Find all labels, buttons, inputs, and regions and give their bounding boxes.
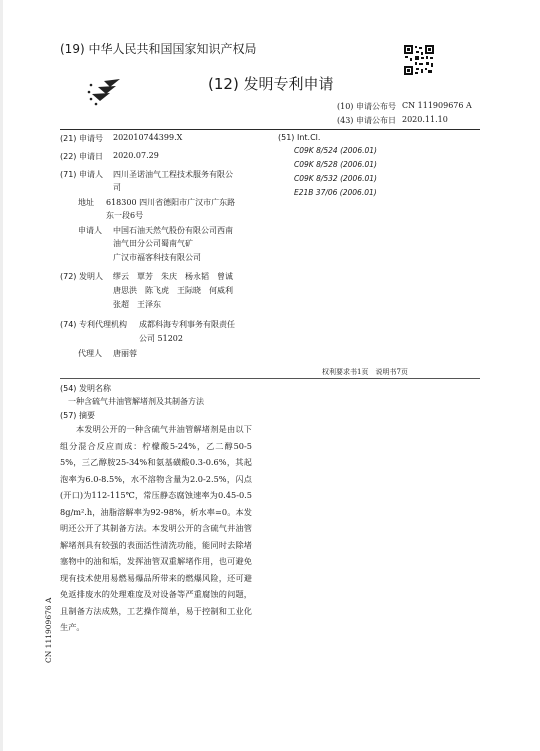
abstract-label: (57) 摘要	[60, 411, 95, 420]
agent-label: 代理人	[78, 349, 102, 358]
agency-line-2: 公司 51202	[139, 334, 183, 343]
address-label: 地址	[78, 198, 94, 207]
office-line: (19) 中华人民共和国国家知识产权局	[60, 42, 257, 56]
inventor-line-3: 张超 王泽东	[113, 300, 161, 309]
applicant2-line-2: 油气田分公司蜀南气矿	[113, 239, 193, 248]
section-rule	[60, 378, 480, 379]
patent-office-logo-icon	[86, 77, 124, 107]
pub-no: CN 111909676 A	[402, 101, 472, 110]
applicant-line-1: 四川圣诺油气工程技术服务有限公	[113, 170, 233, 179]
address-line-2: 东一段6号	[106, 211, 144, 220]
pages-note: 权利要求书1页 说明书7页	[322, 368, 408, 376]
abstract-text: 本发明公开的一种含硫气井油管解堵剂是由以下组分混合反应而成：柠檬酸5-24%，乙二醇50-55%，三乙醇胺25-34%和氨基磺酸0.3-0.6%，其起泡率为6.0-8.5%，水不溶物含量为2.0-2.5%，闪点(开口)为112-115℃，常压静态腐蚀速率为0.45-0.58g/m².h，油脂溶解率为92-98%，析水率=0。本发明还公开了其制备方法。本发明公开的含硫气井油管解堵剂具有较强的表面活性清洗功能，能同时去除堵塞物中的油和垢，发挥油管双重解堵作用，也可避免现有技术使用易燃易爆品所带来的燃爆风险，还可避免返排废水的处理难度及对设备等严重腐蚀的问题，且制备方法成熟，工艺操作简单，易于控制和工业化生产。	[60, 424, 252, 632]
app-no-label: (21) 申请号	[60, 134, 103, 143]
pub-no-label: (10) 申请公布号	[337, 102, 396, 111]
doc-type-title: (12) 发明专利申请	[208, 75, 334, 93]
ipc-code: C09K 8/524 (2006.01)	[294, 146, 377, 155]
qr-code-icon	[403, 44, 435, 76]
pub-date: 2020.11.10	[402, 115, 448, 124]
agent-name: 唐丽蓉	[113, 349, 137, 358]
address-line-1: 618300 四川省德阳市广汉市广东路	[106, 198, 236, 207]
inventor-label: (72) 发明人	[60, 272, 103, 281]
app-date-label: (22) 申请日	[60, 152, 103, 161]
app-date: 2020.07.29	[113, 151, 159, 160]
header-rule	[60, 129, 480, 130]
agency-line-1: 成都科海专利事务有限责任	[139, 320, 235, 329]
inventor-line-1: 缪云 覃芳 朱庆 杨永韬 曾诚	[113, 272, 233, 281]
title-label: (54) 发明名称	[60, 384, 111, 393]
applicant2-label: 申请人	[78, 226, 102, 235]
pub-date-label: (43) 申请公布日	[337, 116, 396, 125]
invention-title: 一种含硫气井油管解堵剂及其制备方法	[68, 397, 204, 406]
agency-label: (74) 专利代理机构	[60, 320, 127, 329]
page-edge-shadow	[0, 0, 3, 751]
side-publication-number: CN 111909676 A	[44, 597, 53, 663]
app-no: 202010744399.X	[113, 133, 183, 142]
applicant-line-2: 司	[113, 183, 121, 192]
ipc-code: E21B 37/06 (2006.01)	[294, 188, 377, 197]
ipc-label: (51) Int.Cl.	[278, 133, 321, 142]
applicant2-line-1: 中国石油天然气股份有限公司西南	[113, 226, 233, 235]
ipc-code: C09K 8/528 (2006.01)	[294, 160, 377, 169]
applicant-label: (71) 申请人	[60, 170, 103, 179]
inventor-line-2: 唐思洪 陈飞虎 王际晓 何威利	[113, 286, 233, 295]
applicant2-line-3: 广汉市福客科技有限公司	[113, 253, 201, 262]
ipc-code: C09K 8/532 (2006.01)	[294, 174, 377, 183]
